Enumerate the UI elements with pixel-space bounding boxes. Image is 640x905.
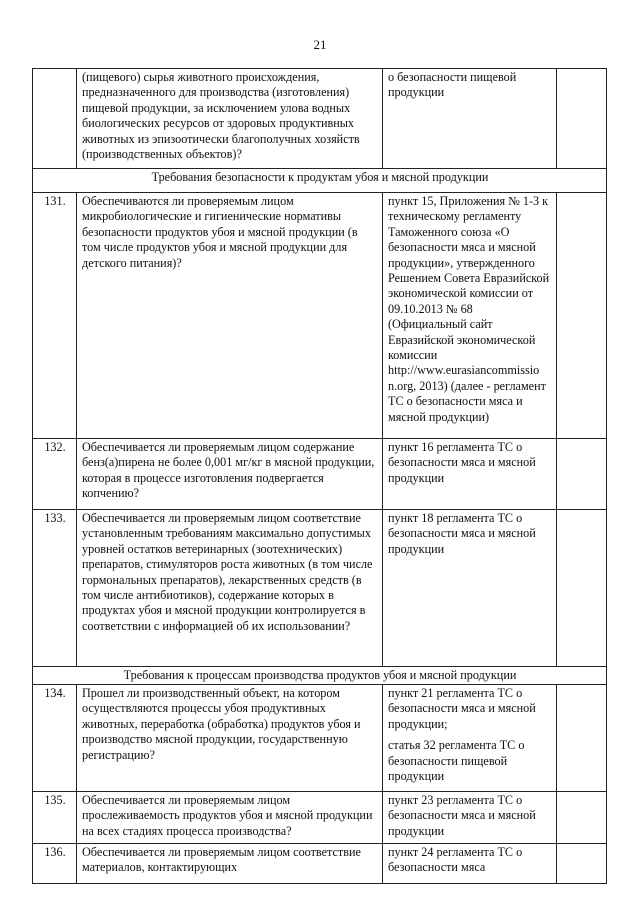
answer-cell bbox=[557, 844, 607, 884]
question-text: Обеспечивается ли проверяемым лицом прослеживаемость продуктов убоя и мясной продукции на всех стадиях процесса производства? bbox=[77, 792, 383, 844]
item-number: 133. bbox=[33, 510, 77, 667]
legal-reference bbox=[383, 792, 557, 844]
legal-reference bbox=[383, 510, 557, 667]
item-number: 131. bbox=[33, 193, 77, 439]
table-row bbox=[33, 439, 607, 510]
page-number: 21 bbox=[313, 37, 327, 52]
answer-cell bbox=[557, 685, 607, 792]
legal-reference bbox=[383, 439, 557, 510]
question-text: (пищевого) сырья животного происхождения, предназначенного для производства (изготовления) пищевой продукции, за исключением улова водных биологических ресурсов от здоровых продуктивных животных из эпизоотически благополучных хозяйств (производственных объектов)? bbox=[77, 69, 383, 169]
section-header-row bbox=[33, 667, 607, 685]
reference-text: статья 32 регламента ТС о безопасности пищевой продукции bbox=[388, 738, 525, 784]
table-row bbox=[33, 193, 607, 439]
legal-reference bbox=[383, 685, 557, 792]
item-number bbox=[33, 69, 77, 169]
question-text: Прошел ли производственный объект, на котором осуществляются процессы убоя продуктивных животных, переработка (обработка) продуктов убоя и производство мясной продукции, государственную регистрацию? bbox=[77, 685, 383, 792]
question-text: Обеспечиваются ли проверяемым лицом микробиологические и гигиенические нормативы безопасности продуктов убоя и мясной продукции (в том числе продуктов убоя и мясной продукции для детского питания)? bbox=[77, 193, 383, 439]
table-body bbox=[33, 69, 607, 884]
question-text: Обеспечивается ли проверяемым лицом соответствие материалов, контактирующих bbox=[77, 844, 383, 884]
section-title: Требования к процессам производства продуктов убоя и мясной продукции bbox=[33, 667, 607, 685]
item-number: 136. bbox=[33, 844, 77, 884]
section-header-row bbox=[33, 169, 607, 193]
reference-text: пункт 24 регламента ТС о безопасности мяса bbox=[388, 845, 523, 875]
requirements-table bbox=[32, 68, 607, 884]
question-text: Обеспечивается ли проверяемым лицом соответствие установленным требованиям максимально допустимых уровней остатков ветеринарных (зоотехнических) препаратов, стимуляторов роста животных (в том числе гормональных препаратов), лекарственных средств (в том числе антибиотиков), содержание которых в продуктах убоя и мясной продукции контролируется в соответствии с информацией об их использовании? bbox=[77, 510, 383, 667]
table-row bbox=[33, 69, 607, 169]
legal-reference bbox=[383, 69, 557, 169]
table-row bbox=[33, 792, 607, 844]
answer-cell bbox=[557, 439, 607, 510]
legal-reference bbox=[383, 193, 557, 439]
answer-cell bbox=[557, 510, 607, 667]
reference-text: пункт 21 регламента ТС о безопасности мяса и мясной продукции; bbox=[388, 686, 536, 731]
answer-cell bbox=[557, 193, 607, 439]
answer-cell bbox=[557, 69, 607, 169]
reference-text: пункт 16 регламента ТС о безопасности мяса и мясной продукции bbox=[388, 440, 536, 485]
reference-text: о безопасности пищевой продукции bbox=[388, 70, 517, 100]
section-title: Требования безопасности к продуктам убоя и мясной продукции bbox=[33, 169, 607, 193]
item-number: 135. bbox=[33, 792, 77, 844]
table-row bbox=[33, 685, 607, 792]
legal-reference bbox=[383, 844, 557, 884]
reference-text: пункт 18 регламента ТС о безопасности мяса и мясной продукции bbox=[388, 511, 536, 556]
reference-text: пункт 23 регламента ТС о безопасности мяса и мясной продукции bbox=[388, 793, 536, 838]
answer-cell bbox=[557, 792, 607, 844]
item-number: 132. bbox=[33, 439, 77, 510]
question-text: Обеспечивается ли проверяемым лицом содержание бенз(а)пирена не более 0,001 мг/кг в мясной продукции, которая в процессе изготовления подвергается копчению? bbox=[77, 439, 383, 510]
reference-text: пункт 15, Приложения № 1-3 к техническому регламенту Таможенного союза «О безопасности мяса и мясной продукции», утвержденного Решением Совета Евразийской экономической комиссии от 09.10.2013 № 68 (Официальный сайт Евразийской экономической комиссии http://www.eurasiancommissio n.org, 2013) (далее - регламент ТС о безопасности мяса и мясной продукции) bbox=[388, 194, 550, 424]
table-row bbox=[33, 844, 607, 884]
table-row bbox=[33, 510, 607, 667]
item-number: 134. bbox=[33, 685, 77, 792]
